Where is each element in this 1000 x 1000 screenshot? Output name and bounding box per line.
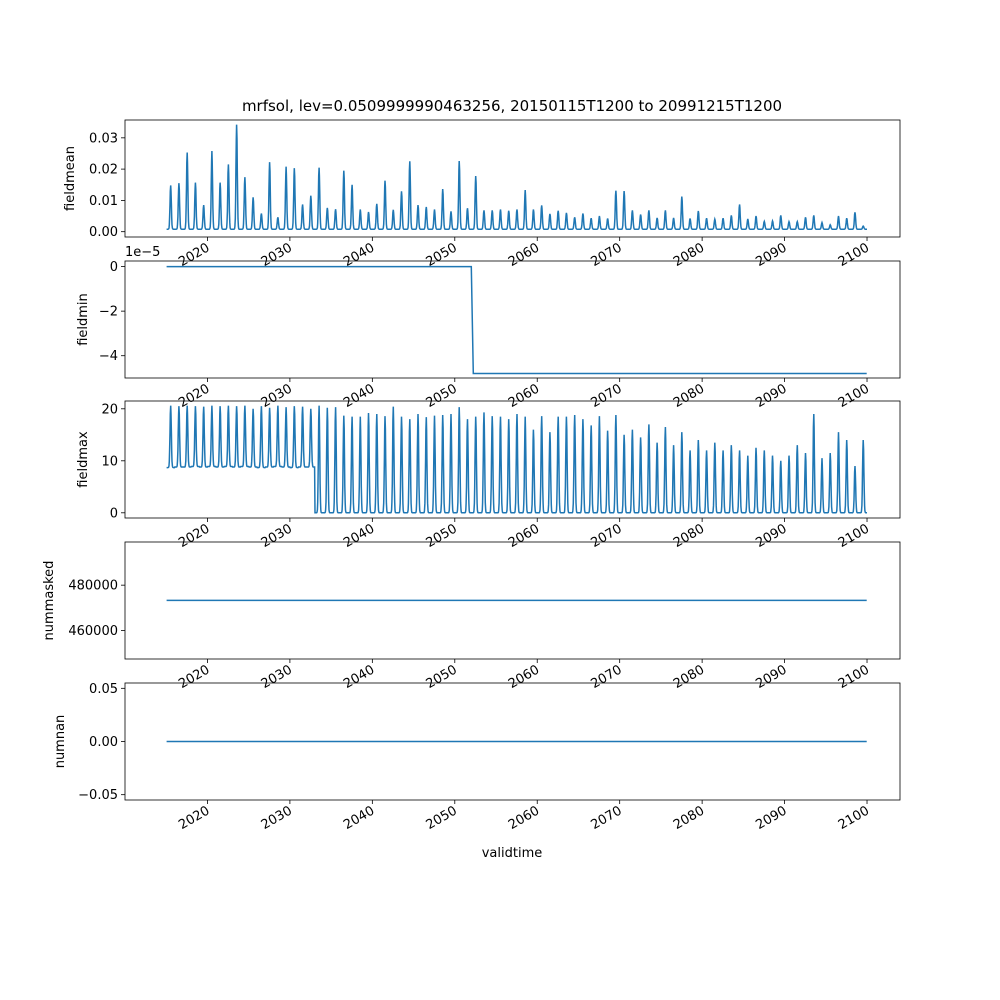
- x-tick-label-numnan: 2040: [341, 803, 378, 834]
- x-tick-label-fieldmax: 2090: [753, 521, 790, 552]
- x-tick-label-fieldmax: 2050: [423, 521, 460, 552]
- x-tick-label-nummasked: 2080: [670, 662, 708, 693]
- x-tick-label-fieldmax: 2100: [835, 521, 873, 552]
- x-tick-label-numnan: 2070: [588, 803, 625, 834]
- x-tick-label-nummasked: 2100: [835, 662, 873, 693]
- x-tick-label-fieldmin: 2100: [835, 381, 873, 412]
- x-tick-label-fieldmin: 2020: [176, 381, 213, 412]
- x-tick-label-fieldmean: 2040: [341, 240, 378, 271]
- x-axis-label: validtime: [481, 846, 543, 861]
- x-tick-label-nummasked: 2060: [506, 662, 543, 693]
- x-tick-label-nummasked: 2090: [753, 662, 790, 693]
- y-axis-label-fieldmax: fieldmax: [76, 431, 91, 488]
- x-tick-label-nummasked: 2020: [176, 662, 213, 693]
- x-tick-label-fieldmean: 2090: [753, 240, 790, 271]
- y-tick-label-fieldmean: 0.01: [89, 193, 118, 209]
- x-tick-label-fieldmin: 2030: [258, 381, 295, 412]
- y-tick-label-numnan: 0.05: [89, 681, 118, 697]
- x-tick-label-fieldmax: 2080: [670, 521, 708, 552]
- y-tick-label-fieldmin: −4: [98, 349, 118, 365]
- x-tick-label-fieldmax: 2020: [176, 521, 213, 552]
- x-tick-label-fieldmax: 2070: [588, 521, 625, 552]
- y-axis-label-numnan: numnan: [53, 714, 68, 769]
- y-tick-label-nummasked: 480000: [68, 578, 118, 594]
- x-tick-label-fieldmin: 2080: [670, 381, 708, 412]
- x-tick-label-numnan: 2100: [835, 803, 873, 834]
- x-tick-label-numnan: 2030: [258, 803, 295, 834]
- y-tick-label-fieldmean: 0.00: [89, 225, 118, 241]
- x-tick-label-fieldmin: 2050: [423, 381, 460, 412]
- y-tick-label-fieldmin: 0: [109, 260, 118, 276]
- x-tick-label-fieldmin: 2040: [341, 381, 378, 412]
- y-tick-label-numnan: −0.05: [78, 788, 118, 804]
- x-tick-label-fieldmin: 2060: [506, 381, 543, 412]
- x-tick-label-fieldmean: 2060: [506, 240, 543, 271]
- x-tick-label-nummasked: 2040: [341, 662, 378, 693]
- x-tick-label-fieldmean: 2020: [176, 240, 213, 271]
- x-tick-label-numnan: 2060: [506, 803, 543, 834]
- y-axis-label-fieldmin: fieldmin: [76, 293, 91, 346]
- y-offset-label: 1e−5: [125, 245, 161, 260]
- x-tick-label-fieldmean: 2050: [423, 240, 460, 271]
- x-tick-label-fieldmin: 2090: [753, 381, 790, 412]
- x-tick-label-nummasked: 2030: [258, 662, 295, 693]
- y-tick-label-fieldmean: 0.03: [89, 131, 118, 147]
- x-tick-label-fieldmin: 2070: [588, 381, 625, 412]
- x-tick-label-nummasked: 2070: [588, 662, 625, 693]
- y-tick-label-fieldmin: −2: [98, 304, 118, 320]
- x-tick-label-numnan: 2080: [670, 803, 708, 834]
- figure-title: mrfsol, lev=0.0509999990463256, 20150115T1200 to 20991215T1200: [241, 97, 783, 115]
- x-tick-label-numnan: 2020: [176, 803, 213, 834]
- y-tick-label-fieldmax: 20: [101, 402, 118, 418]
- x-tick-label-fieldmean: 2100: [835, 240, 873, 271]
- x-tick-label-fieldmean: 2070: [588, 240, 625, 271]
- y-tick-label-fieldmax: 0: [109, 506, 118, 522]
- x-tick-label-fieldmax: 2030: [258, 521, 295, 552]
- x-tick-label-numnan: 2050: [423, 803, 460, 834]
- y-axis-label-fieldmean: fieldmean: [63, 146, 78, 211]
- y-tick-label-fieldmean: 0.02: [89, 162, 118, 178]
- y-tick-label-fieldmax: 10: [101, 454, 118, 470]
- y-axis-label-nummasked: nummasked: [42, 560, 57, 641]
- x-tick-label-fieldmax: 2040: [341, 521, 378, 552]
- x-tick-label-numnan: 2090: [753, 803, 790, 834]
- x-tick-label-fieldmax: 2060: [506, 521, 543, 552]
- x-tick-label-fieldmean: 2080: [670, 240, 708, 271]
- y-tick-label-numnan: 0.00: [89, 735, 118, 750]
- x-tick-label-fieldmean: 2030: [258, 240, 295, 271]
- y-tick-label-nummasked: 460000: [68, 624, 118, 640]
- x-tick-label-nummasked: 2050: [423, 662, 460, 693]
